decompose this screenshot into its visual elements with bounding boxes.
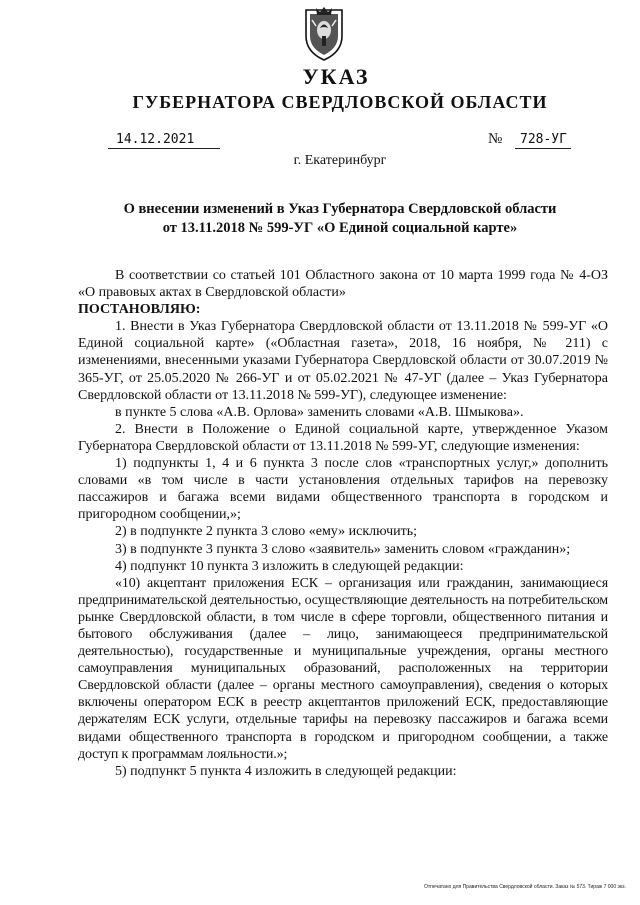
body-paragraph: 3) в подпункте 3 пункта 3 слово «заявитель» заменить словом «гражданин»; bbox=[115, 541, 571, 557]
document-body bbox=[78, 267, 608, 780]
heading-line: О внесении изменений в Указ Губернатора Свердловской области bbox=[123, 201, 557, 217]
issuer-title: ГУБЕРНАТОРА СВЕРДЛОВСКОЙ ОБЛАСТИ bbox=[132, 92, 548, 112]
document-type-title: УКАЗ bbox=[302, 64, 370, 89]
number-underline bbox=[515, 148, 571, 149]
document-date: 14.12.2021 bbox=[116, 132, 195, 147]
print-info: Отпечатано для Правительства Свердловской области. Заказ № 573. Тираж 7 000 экз. bbox=[424, 884, 626, 890]
body-paragraph: 2) в подпункте 2 пункта 3 слово «ему» исключить; bbox=[115, 524, 418, 540]
decree-keyword: ПОСТАНОВЛЯЮ: bbox=[78, 302, 201, 318]
heading-line: от 13.11.2018 № 599-УГ «О Единой социальной карте» bbox=[162, 220, 518, 236]
document-number: 728-УГ bbox=[520, 132, 567, 147]
number-sign: № bbox=[488, 131, 503, 147]
body-paragraph: в пункте 5 слова «А.В. Орлова» заменить словами «А.В. Шмыкова». bbox=[115, 404, 524, 420]
date-underline bbox=[108, 148, 220, 149]
body-paragraph: 5) подпункт 5 пункта 4 изложить в следующей редакции: bbox=[115, 763, 457, 779]
body-paragraph: 1. Внести в Указ Губернатора Свердловской области от 13.11.2018 № 599-УГ «О Единой социальной карте» («Областная газета», 2018, 16 ноября, № 211) с изменениями, внесенными указами Губернатора Свердловской области от 30.07.2019 № 365-УГ, от 25.05.2020 № 266-УГ и от 05.02.2021 № 47-УГ (далее – Указ Губернатора Свердловской области от 13.11.2018 № 599-УГ), следующее изменение: bbox=[78, 319, 608, 403]
coat-of-arms-icon bbox=[302, 6, 346, 62]
preamble-paragraph: В соответствии со статьей 101 Областного закона от 10 марта 1999 года № 4-ОЗ «О правовых актах в Свердловской области» bbox=[78, 268, 608, 301]
city: г. Екатеринбург bbox=[293, 153, 387, 168]
body-paragraph: 2. Внести в Положение о Единой социальной карте, утвержденное Указом Губернатора Свердловской области от 13.11.2018 № 599-УГ, следующие изменения: bbox=[78, 421, 608, 454]
body-paragraph: 4) подпункт 10 пункта 3 изложить в следующей редакции: bbox=[115, 558, 464, 574]
document-heading bbox=[100, 200, 580, 238]
body-paragraph: 1) подпункты 1, 4 и 6 пункта 3 после слов «транспортных услуг,» дополнить словами «в том числе в части установления отдельных тарифов на перевозку пассажиров и багажа всеми видами общественного транспорта в городском и пригородном сообщении,»; bbox=[78, 456, 608, 523]
body-paragraph: «10) акцептант приложения ЕСК – организация или гражданин, занимающиеся предпринимательской деятельностью, осуществляющие деятельность на потребительском рынке Свердловской области, в том числе в сфере торговли, общественного питания и бытового обслуживания (далее – лицо, занимающееся предпринимательской деятельностью), государственные и муниципальные учреждения, органы местного самоуправления муниципальных образований, расположенных на территории Свердловской области (далее – органы местного самоуправления), сведения о которых включены оператором ЕСК в реестр акцептантов приложений ЕСК, предоставляющие держателям ЕСК услуги, отдельные тарифы на перевозку пассажиров и багажа всеми видами общественного транспорта в городском и пригородном сообщении, а также доступ к программам лояльности.»; bbox=[78, 575, 608, 762]
